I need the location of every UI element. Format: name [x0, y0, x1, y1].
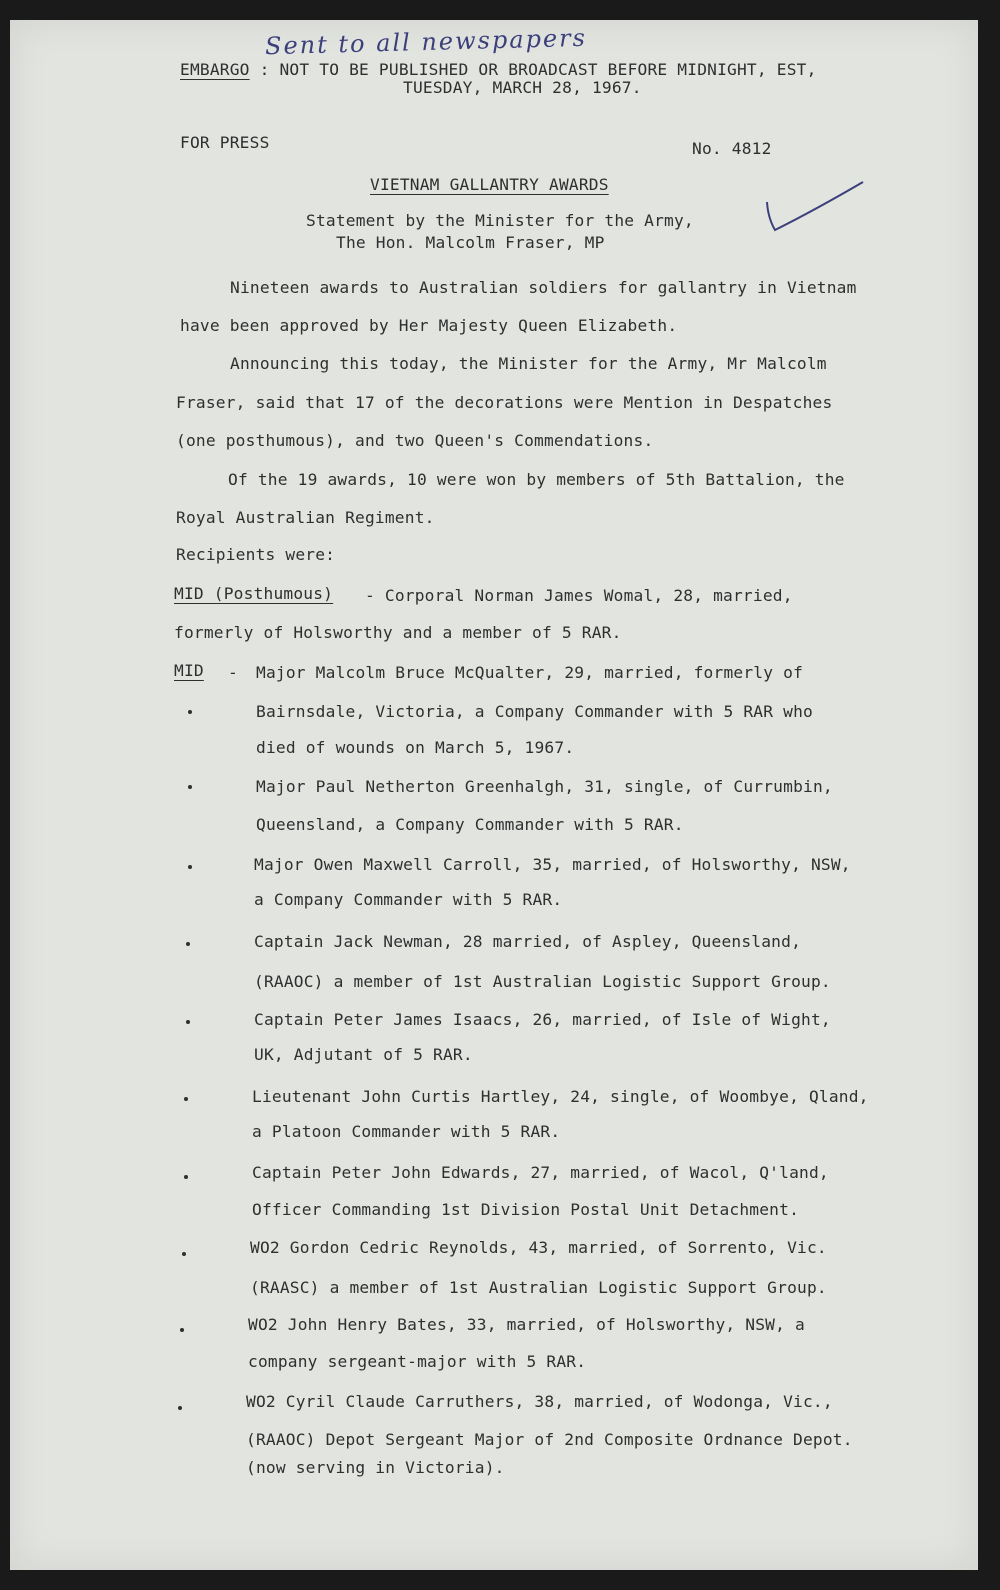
- mid-posthumous-line-2: formerly of Holsworthy and a member of 5 RAR.: [174, 623, 622, 642]
- recipient-3-line-1: Major Owen Maxwell Carroll, 35, married, of Holsworthy, NSW,: [254, 855, 851, 874]
- recipient-4-line-2: (RAAOC) a member of 1st Australian Logistic Support Group.: [254, 972, 831, 991]
- recipient-8-line-2: (RAASC) a member of 1st Australian Logistic Support Group.: [250, 1278, 827, 1297]
- recipient-4-line-1: Captain Jack Newman, 28 married, of Aspley, Queensland,: [254, 932, 802, 951]
- embargo-line-1: [180, 60, 817, 79]
- recipient-10-line-1: WO2 Cyril Claude Carruthers, 38, married, of Wodonga, Vic.,: [246, 1392, 833, 1411]
- recipient-8-line-1: WO2 Gordon Cedric Reynolds, 43, married, of Sorrento, Vic.: [250, 1238, 827, 1257]
- recipient-9-line-1: WO2 John Henry Bates, 33, married, of Holsworthy, NSW, a: [248, 1315, 805, 1334]
- paragraph-2-line-2: Fraser, said that 17 of the decorations were Mention in Despatches: [176, 393, 833, 412]
- bullet-icon: [186, 942, 190, 946]
- recipient-6-line-1: Lieutenant John Curtis Hartley, 24, single, of Woombye, Qland,: [252, 1087, 869, 1106]
- bullet-icon: [188, 785, 192, 789]
- mid-posthumous-label: MID (Posthumous): [174, 584, 334, 603]
- embargo-line-2: TUESDAY, MARCH 28, 1967.: [403, 78, 642, 97]
- mid-dash: -: [228, 663, 238, 682]
- document-title: VIETNAM GALLANTRY AWARDS: [370, 175, 609, 194]
- release-number: No. 4812: [692, 139, 772, 158]
- checkmark-icon: [765, 180, 875, 240]
- recipient-1-line-1: Major Malcolm Bruce McQualter, 29, married, formerly of: [256, 663, 804, 682]
- recipient-10-line-2: (RAAOC) Depot Sergeant Major of 2nd Composite Ordnance Depot.: [246, 1430, 853, 1449]
- recipient-6-line-2: a Platoon Commander with 5 RAR.: [252, 1122, 561, 1141]
- paragraph-3-line-1: Of the 19 awards, 10 were won by members of 5th Battalion, the: [228, 470, 845, 489]
- document-page: [10, 20, 978, 1570]
- bullet-icon: [184, 1097, 188, 1101]
- embargo-label: EMBARGO: [180, 60, 250, 79]
- recipient-1-line-3: died of wounds on March 5, 1967.: [256, 738, 575, 757]
- embargo-text: : NOT TO BE PUBLISHED OR BROADCAST BEFORE MIDNIGHT, EST,: [259, 60, 817, 79]
- recipient-7-line-1: Captain Peter John Edwards, 27, married, of Wacol, Q'land,: [252, 1163, 829, 1182]
- bullet-icon: [188, 865, 192, 869]
- recipient-2-line-1: Major Paul Netherton Greenhalgh, 31, single, of Currumbin,: [256, 777, 833, 796]
- bullet-icon: [180, 1328, 184, 1332]
- statement-line-2: The Hon. Malcolm Fraser, MP: [336, 233, 605, 252]
- bullet-icon: [188, 710, 192, 714]
- recipient-7-line-2: Officer Commanding 1st Division Postal Unit Detachment.: [252, 1200, 800, 1219]
- recipient-9-line-2: company sergeant-major with 5 RAR.: [248, 1352, 587, 1371]
- recipient-2-line-2: Queensland, a Company Commander with 5 RAR.: [256, 815, 684, 834]
- bullet-icon: [182, 1252, 186, 1256]
- paragraph-2-line-3: (one posthumous), and two Queen's Commendations.: [176, 431, 654, 450]
- recipient-1-line-2: Bairnsdale, Victoria, a Company Commander with 5 RAR who: [256, 702, 813, 721]
- bullet-icon: [186, 1020, 190, 1024]
- for-press-label: FOR PRESS: [180, 133, 270, 152]
- recipients-heading: Recipients were:: [176, 545, 336, 564]
- paragraph-2-line-1: Announcing this today, the Minister for the Army, Mr Malcolm: [230, 354, 827, 373]
- bullet-icon: [178, 1406, 182, 1410]
- paragraph-1-line-2: have been approved by Her Majesty Queen Elizabeth.: [180, 316, 678, 335]
- paragraph-3-line-2: Royal Australian Regiment.: [176, 508, 435, 527]
- recipient-3-line-2: a Company Commander with 5 RAR.: [254, 890, 563, 909]
- statement-line-1: Statement by the Minister for the Army,: [306, 211, 694, 230]
- bullet-icon: [184, 1175, 188, 1179]
- paragraph-1-line-1: Nineteen awards to Australian soldiers for gallantry in Vietnam: [230, 278, 857, 297]
- recipient-10-line-3: (now serving in Victoria).: [246, 1458, 505, 1477]
- recipient-5-line-1: Captain Peter James Isaacs, 26, married, of Isle of Wight,: [254, 1010, 831, 1029]
- mid-posthumous-line-1: - Corporal Norman James Womal, 28, married,: [365, 586, 793, 605]
- handwritten-note: Sent to all newspapers: [264, 23, 588, 61]
- recipient-5-line-2: UK, Adjutant of 5 RAR.: [254, 1045, 473, 1064]
- mid-label: MID: [174, 661, 204, 680]
